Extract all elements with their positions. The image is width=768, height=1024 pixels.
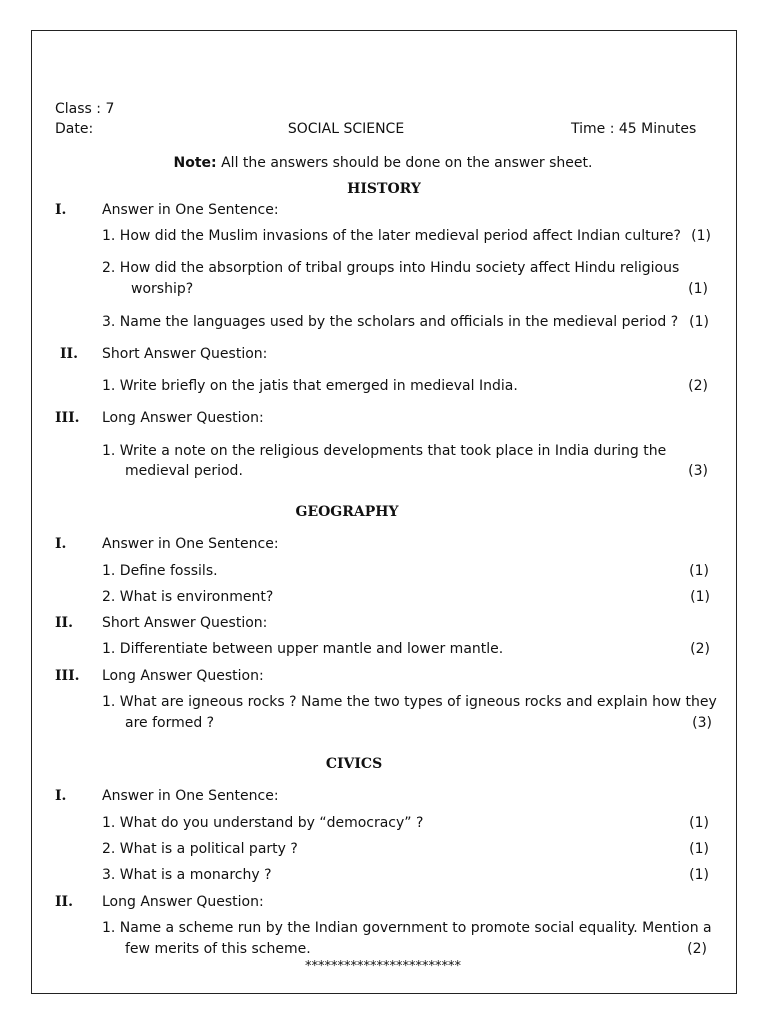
history-q5-line2: medieval period. [125, 463, 243, 479]
geography-heading: GEOGRAPHY [295, 504, 399, 520]
history-q4: 1. Write briefly on the jatis that emerged in medieval India. [102, 378, 518, 394]
civics-heading: CIVICS [325, 756, 383, 772]
geography-section-2-numeral: II. [55, 615, 73, 631]
civics-q4-mark: (2) [687, 941, 707, 957]
history-q2-line2: worship? [131, 281, 194, 297]
history-q2-mark: (1) [688, 281, 708, 297]
geography-q4-line2: are formed ? [125, 715, 215, 731]
history-q4-mark: (2) [688, 378, 708, 394]
geography-q1-mark: (1) [689, 563, 709, 579]
subject-title: SOCIAL SCIENCE [287, 121, 405, 137]
geography-q4-line1: 1. What are igneous rocks ? Name the two types of igneous rocks and explain how they [102, 694, 717, 710]
civics-q4-line1: 1. Name a scheme run by the Indian government to promote social equality. Mention a [102, 920, 712, 936]
history-q5-line1: 1. Write a note on the religious developments that took place in India during the [102, 443, 667, 459]
geography-q2: 2. What is environment? [102, 589, 274, 605]
history-section-2-label: Short Answer Question: [102, 346, 268, 362]
end-stars: ************************ [305, 959, 461, 974]
note-line [174, 154, 593, 172]
history-section-2-numeral: II. [60, 346, 78, 362]
geography-q3-mark: (2) [690, 641, 710, 657]
history-q3-mark: (1) [689, 314, 709, 330]
civics-section-1-label: Answer in One Sentence: [102, 788, 279, 804]
history-q3: 3. Name the languages used by the scholars and officials in the medieval period ? [102, 314, 679, 330]
history-section-3-numeral: III. [55, 410, 80, 426]
history-heading: HISTORY [347, 181, 421, 197]
civics-q3-mark: (1) [689, 867, 709, 883]
civics-q4-line2: few merits of this scheme. [125, 941, 311, 957]
geography-section-3-label: Long Answer Question: [102, 668, 264, 684]
geography-q3: 1. Differentiate between upper mantle and lower mantle. [102, 641, 504, 657]
history-section-1-label: Answer in One Sentence: [102, 202, 279, 218]
history-q1: 1. How did the Muslim invasions of the later medieval period affect Indian culture? [102, 228, 681, 244]
geography-q4-mark: (3) [692, 715, 712, 731]
geography-section-3-numeral: III. [55, 668, 80, 684]
history-q2-line1: 2. How did the absorption of tribal groups into Hindu society affect Hindu religious [102, 260, 680, 276]
history-q5-mark: (3) [688, 463, 708, 479]
class-line: Class : 7 [55, 101, 115, 117]
note-text: All the answers should be done on the answer sheet. [216, 155, 593, 171]
civics-section-2-label: Long Answer Question: [102, 894, 264, 910]
civics-q1: 1. What do you understand by “democracy” ? [102, 815, 424, 831]
geography-section-1-numeral: I. [55, 536, 67, 552]
geography-q2-mark: (1) [690, 589, 710, 605]
geography-section-1-label: Answer in One Sentence: [102, 536, 279, 552]
time-label: Time : 45 Minutes [571, 121, 697, 137]
geography-section-2-label: Short Answer Question: [102, 615, 268, 631]
civics-section-1-numeral: I. [55, 788, 67, 804]
civics-q1-mark: (1) [689, 815, 709, 831]
civics-q3: 3. What is a monarchy ? [102, 867, 272, 883]
history-section-1-numeral: I. [55, 202, 67, 218]
date-label: Date: [55, 121, 94, 137]
geography-q1: 1. Define fossils. [102, 563, 218, 579]
note-label: Note: [173, 155, 217, 171]
history-section-3-label: Long Answer Question: [102, 410, 264, 426]
civics-q2: 2. What is a political party ? [102, 841, 298, 857]
civics-section-2-numeral: II. [55, 894, 73, 910]
history-q1-mark: (1) [691, 228, 711, 244]
civics-q2-mark: (1) [689, 841, 709, 857]
